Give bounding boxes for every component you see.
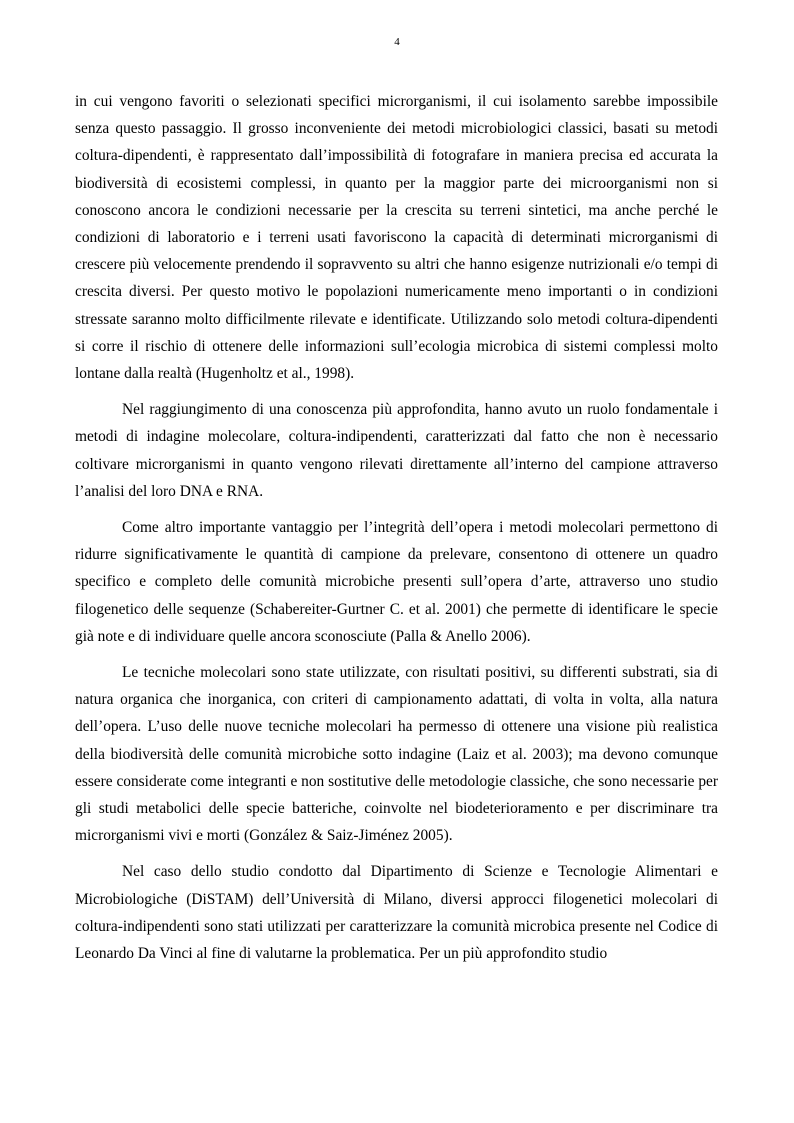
paragraph-continuation: in cui vengono favoriti o selezionati specifici microrganismi, il cui isolamento sarebbe impossibile senza questo passaggio. Il grosso inconveniente dei metodi microbiologici classici, basati su metodi coltura-dipendenti, è rappresentato dall’impossibilità di fotografare in maniera precisa ed accurata la biodiversità di ecosistemi complessi, in quanto per la maggior parte dei microorganismi non si conoscono ancora le condizioni necessarie per la crescita su terreni sintetici, ma anche perché le condizioni di laboratorio e i terreni usati favoriscono la capacità di determinati microrganismi di crescere più velocemente prendendo il sopravvento su altri che hanno esigenze nutrizionali e/o tempi di crescita diversi. Per questo motivo le popolazioni numericamente meno importanti o in condizioni stressate saranno molto difficilmente rilevate e identificate. Utilizzando solo metodi coltura-dipendenti si corre il rischio di ottenere delle informazioni sull’ecologia microbica di sistemi complessi molto lontane dalla realtà (Hugenholtz et al., 1998). (75, 93, 718, 383)
paragraph-distam-study: Nel caso dello studio condotto dal Dipartimento di Scienze e Tecnologie Alimentari e Microbiologiche (DiSTAM) dell’Università di Milano, diversi approcci filogenetici molecolari di coltura-indipendenti sono stati utilizzati per caratterizzare la comunità microbica presente nel Codice di Leonardo Da Vinci al fine di valutarne la problematica. Per un più approfondito studio (75, 863, 718, 963)
paragraph-molecular-methods: Nel raggiungimento di una conoscenza più approfondita, hanno avuto un ruolo fondamentale i metodi di indagine molecolare, coltura-indipendenti, caratterizzati dal fatto che non è necessario coltivare microrganismi in quanto vengono rilevati direttamente all’interno del campione attraverso l’analisi del loro DNA e RNA. (75, 401, 718, 500)
page-number: 4 (394, 36, 400, 48)
document-body (75, 88, 718, 976)
paragraph-molecular-techniques: Le tecniche molecolari sono state utilizzate, con risultati positivi, su differenti substrati, sia di natura organica che inorganica, con criteri di campionamento adattati, di volta in volta, alla natura dell’opera. L’uso delle nuove tecniche molecolari ha permesso di ottenere una visione più realistica della biodiversità delle comunità microbiche sotto indagine (Laiz et al. 2003); ma devono comunque essere considerate come integranti e non sostitutive delle metodologie classiche, che sono necessarie per gli studi metabolici delle specie batteriche, coinvolte nel biodeterioramento e per discriminare tra microrganismi vivi e morti (González & Saiz-Jiménez 2005). (75, 664, 718, 845)
paragraph-advantages: Come altro importante vantaggio per l’integrità dell’opera i metodi molecolari permettono di ridurre significativamente le quantità di campione da prelevare, consentono di ottenere un quadro specifico e completo delle comunità microbiche presenti sull’opera d’arte, attraverso uno studio filogenetico delle sequenze (Schabereiter-Gurtner C. et al. 2001) che permette di identificare le specie già note e di individuare quelle ancora sconosciute (Palla & Anello 2006). (75, 519, 718, 645)
